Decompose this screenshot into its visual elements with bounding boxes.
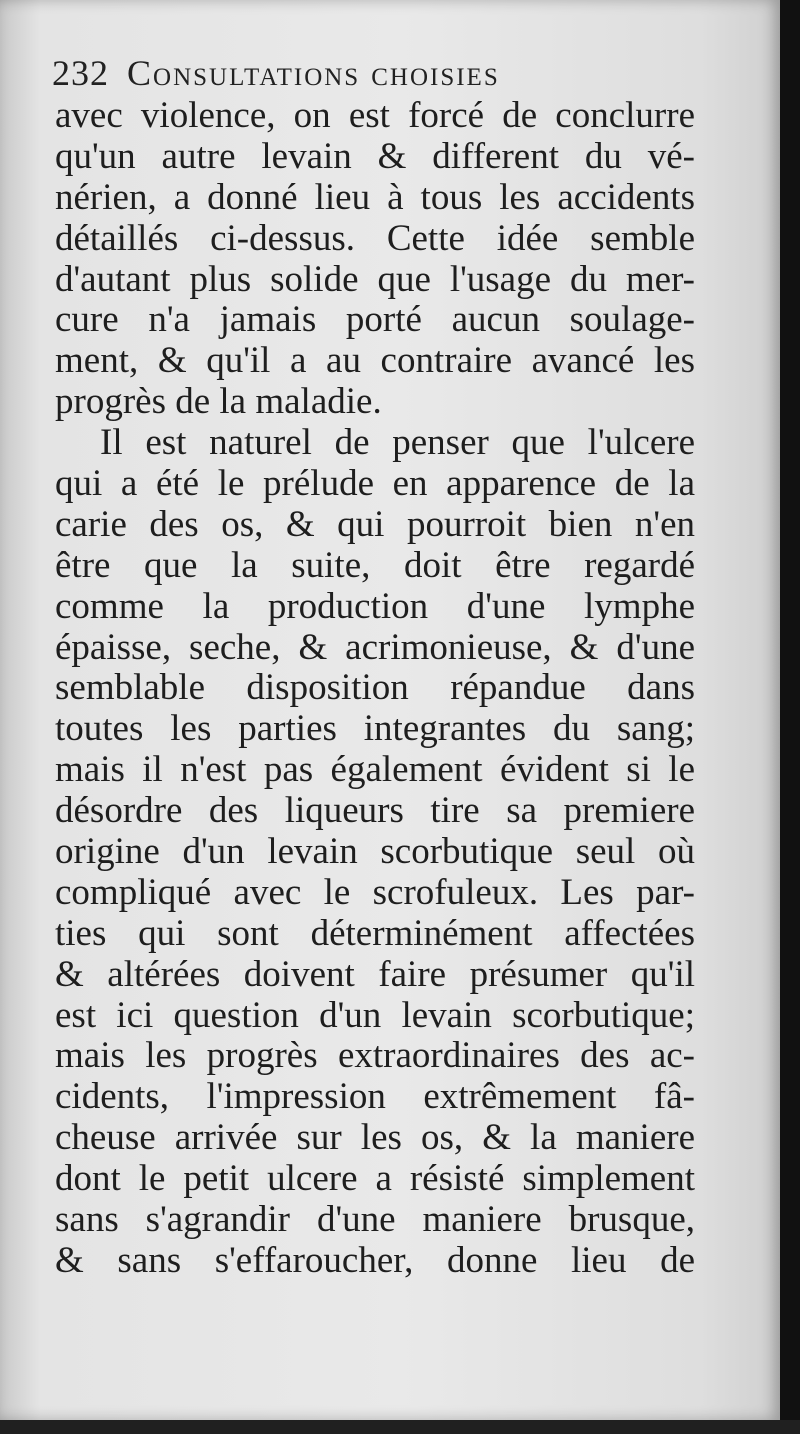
text-line: détaillés ci-dessus. Cette idée semble [55,217,695,259]
body-text [55,96,695,1282]
text-line: épaisse, seche, & acrimonieuse, & d'une [55,626,695,668]
text-line: être que la suite, doit être regardé [55,544,695,586]
text-line: mais il n'est pas également évident si le [55,749,695,791]
text-line: Il est naturel de penser que l'ulcere [100,422,695,464]
text-line: & altérées doivent faire présumer qu'il [55,953,695,995]
page-edge-shadow [780,0,800,1434]
text-line: avec violence, on est forcé de conclurre [55,95,695,136]
text-line: mais les progrès extraordinaires des ac- [55,1035,695,1077]
text-line: cheuse arrivée sur les os, & la maniere [55,1117,695,1159]
page-number: 232 [52,53,109,93]
text-line: progrès de la maladie. [55,381,382,423]
text-line: ties qui sont déterminément affectées [55,912,695,954]
text-line: comme la production d'une lymphe [55,585,695,627]
text-line: cidents, l'impression extrêmement fâ- [55,1076,695,1118]
text-line: qu'un autre levain & different du vé- [55,135,695,177]
text-line: nérien, a donné lieu à tous les accidents [55,176,695,218]
text-line: sans s'agrandir d'une maniere brusque, [55,1199,695,1241]
text-line: ment, & qu'il a au contraire avancé les [55,340,695,382]
text-line: semblable disposition répandue dans [55,667,695,709]
page-bottom-edge [0,1420,800,1434]
text-line: qui a été le prélude en apparence de la [55,463,695,505]
page-header [52,52,692,94]
text-line: & sans s'effaroucher, donne lieu de [55,1239,695,1281]
text-line: cure n'a jamais porté aucun soulage- [55,299,695,341]
text-line: compliqué avec le scrofuleux. Les par- [55,871,695,913]
running-title: Consultations choisies [127,53,500,93]
text-line: carie des os, & qui pourroit bien n'en [55,503,695,545]
text-line: dont le petit ulcere a résisté simplement [55,1158,695,1200]
text-line: origine d'un levain scorbutique seul où [55,831,695,873]
text-line: d'autant plus solide que l'usage du mer- [55,258,695,300]
text-line: désordre des liqueurs tire sa premiere [55,790,695,832]
text-line: est ici question d'un levain scorbutique; [55,994,695,1036]
text-line: toutes les parties integrantes du sang; [55,708,695,750]
